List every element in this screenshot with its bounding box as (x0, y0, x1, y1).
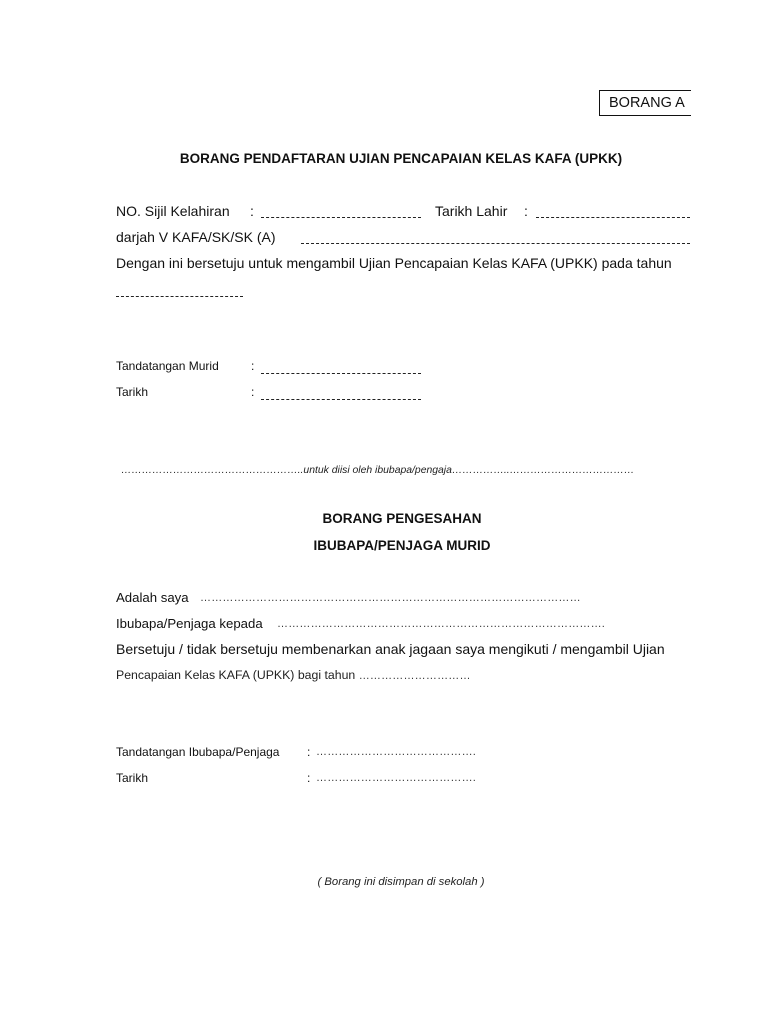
birth-cert-colon: : (250, 203, 254, 219)
guardian-signature-field[interactable]: ……………………………………. (316, 746, 477, 758)
birth-cert-field[interactable] (261, 217, 421, 218)
consent-text: Bersetuju / tidak bersetuju membenarkan anak jagaan saya mengikuti / mengambil Ujian (116, 641, 665, 657)
approval-title-line2: IBUBAPA/PENJAGA MURID (313, 538, 491, 553)
guardian-signature-label: Tandatangan Ibubapa/Penjaga (116, 745, 280, 759)
approval-title-line1: BORANG PENGESAHAN (322, 511, 482, 526)
footer-note: ( Borang ini disimpan di sekolah ) (317, 876, 485, 888)
birth-cert-label: NO. Sijil Kelahiran (116, 203, 230, 219)
guardian-signature-colon: : (307, 745, 311, 759)
consent-text-2 (116, 668, 471, 682)
student-signature-label: Tandatangan Murid (116, 359, 219, 373)
class-field[interactable] (301, 243, 690, 244)
i-am-field[interactable]: ………………………………………………………………………………………… (200, 592, 581, 604)
guardian-date-colon: : (307, 771, 311, 785)
i-am-label: Adalah saya (116, 590, 189, 605)
guardian-date-field[interactable]: ……………………………………. (316, 772, 477, 784)
student-date-label: Tarikh (116, 385, 149, 399)
student-signature-field[interactable] (261, 373, 421, 374)
student-date-colon: : (251, 385, 255, 399)
guardian-field[interactable]: ……………………………………………………………………………. (277, 618, 606, 630)
year-field[interactable] (116, 296, 243, 297)
birth-date-field[interactable] (536, 217, 690, 218)
guardian-date-label: Tarikh (116, 771, 149, 785)
student-date-field[interactable] (261, 399, 421, 400)
consent-year-field[interactable]: ………………………… (358, 670, 471, 682)
class-label: darjah V KAFA/SK/SK (A) (116, 229, 276, 245)
consent-text-2-label: Pencapaian Kelas KAFA (UPKK) bagi tahun (116, 668, 356, 682)
separator-text: untuk diisi oleh ibubapa/pengaja (303, 465, 452, 476)
form-code-box: BORANG A (599, 90, 691, 116)
form-title: BORANG PENDAFTARAN UJIAN PENCAPAIAN KELAS KAFA (UPKK) (179, 151, 623, 166)
birth-date-colon: : (524, 203, 528, 219)
separator-line (121, 465, 634, 476)
agreement-text: Dengan ini bersetuju untuk mengambil Ujian Pencapaian Kelas KAFA (UPKK) pada tahun (116, 255, 672, 271)
birth-date-label: Tarikh Lahir (435, 203, 508, 219)
guardian-label: Ibubapa/Penjaga kepada (116, 616, 263, 631)
student-signature-colon: : (251, 359, 255, 373)
separator-right-dots: ……………..……………………………… (451, 465, 635, 476)
separator-left-dots: …………………………………………….. (121, 465, 304, 476)
